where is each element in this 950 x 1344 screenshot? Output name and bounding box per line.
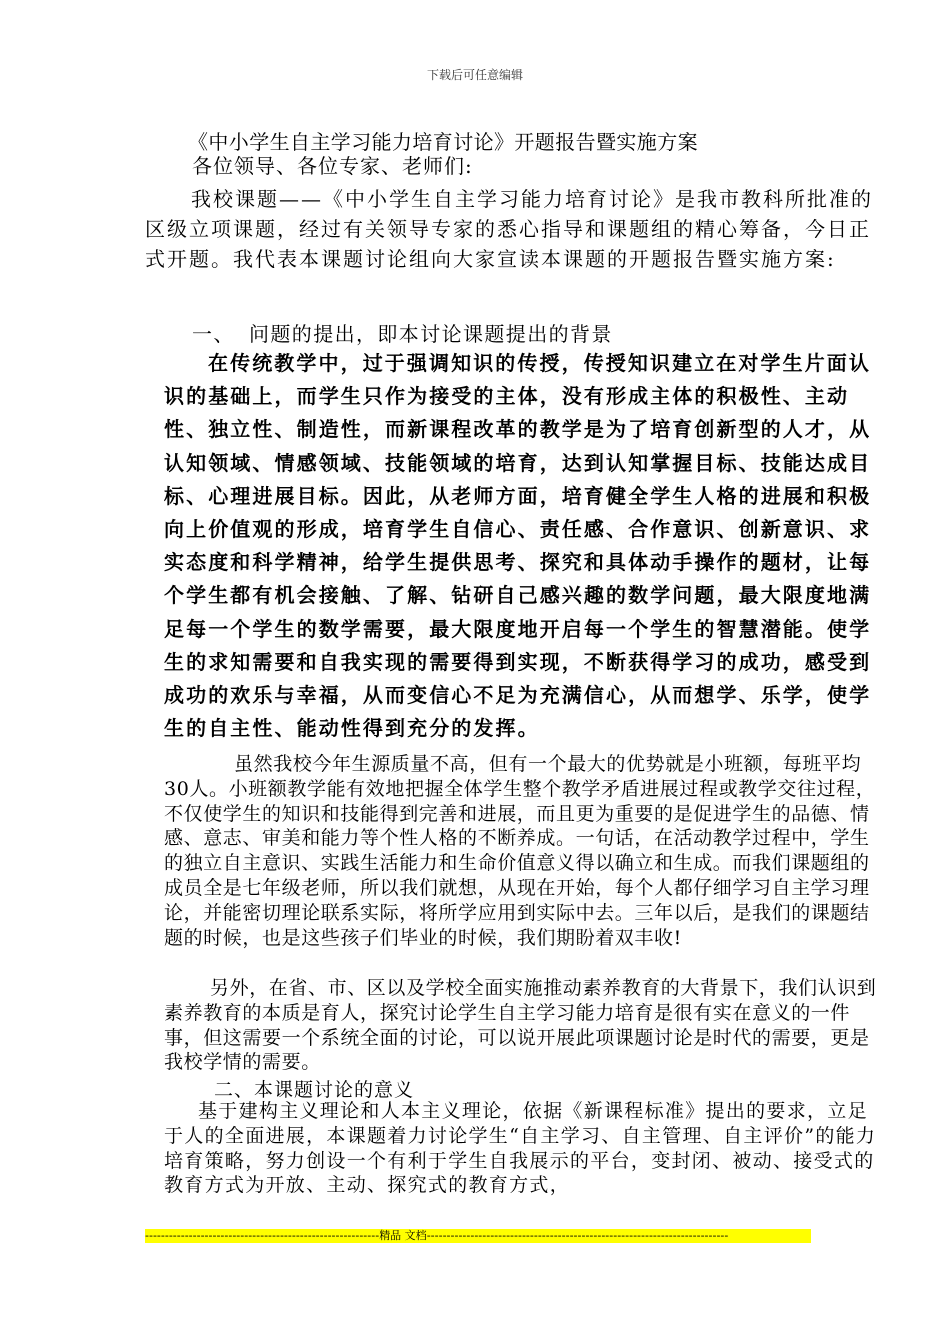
intro-paragraph: 我校课题——《中小学生自主学习能力培育讨论》是我市教科所批准的区级立项课题，经过有关领导专家的悉心指导和课题组的精心筹备，今日正式开题。我代表本课题讨论组向大家宣读本课题的开题报告暨实施方案: (145, 187, 873, 271)
school-advantage-paragraph: 虽然我校今年生源质量不高，但有一个最大的优势就是小班额，每班平均30人。小班额教学能有效地把握全体学生整个教学矛盾进展过程或教学交往过程，不仅使学生的知识和技能得到完善和进展，而且更为重要的是促进学生的品德、情感、意志、审美和能力等个性人格的不断养成。一句话，在活动教学过程中，学生的独立自主意识、实践生活能力和生命价值意义得以确立和生成。而我们课题组的成员全是七年级老师，所以我们就想，从现在开始，每个人都仔细学习自主学习理论，并能密切理论联系实际，将所学应用到实际中去。三年以后，是我们的课题结题的时候，也是这些孩子们毕业的时候，我们期盼着双丰收! (164, 753, 876, 949)
footer-right-dashes: ---------------------------------------------------------------------------- (426, 1229, 729, 1242)
header-note: 下载后可任意编辑 (426, 68, 523, 82)
footer-bar (145, 1229, 811, 1243)
quality-education-paragraph: 另外，在省、市、区以及学校全面实施推动素养教育的大背景下，我们认识到素养教育的本质是育人，探究讨论学生自主学习能力培育是很有实在意义的一件事，但这需要一个系统全面的讨论，可以说开展此项课题讨论是时代的需要，更是我校学情的需要。 (164, 977, 877, 1074)
background-paragraph: 在传统教学中，过于强调知识的传授，传授知识建立在对学生片面认识的基础上，而学生只作为接受的主体，没有形成主体的积极性、主动性、独立性、制造性，而新课程改革的教学是为了培育创新型的人才，从认知领域、情感领域、技能领域的培育，达到认知掌握目标、技能达成目标、心理进展目标。因此，从老师方面，培育健全学生人格的进展和积极向上价值观的形成，培育学生自信心、责任感、合作意识、创新意识、求实态度和科学精神，给学生提供思考、探究和具体动手操作的题材，让每个学生都有机会接触、了解、钻研自己感兴趣的数学问题，最大限度地满足每一个学生的数学需要，最大限度地开启每一个学生的智慧潜能。使学生的求知需要和自我实现的需要得到实现，不断获得学习的成功，感受到成功的欢乐与幸福，从而变信心不足为充满信心，从而想学、乐学，使学生的自主性、能动性得到充分的发挥。 (164, 351, 872, 741)
section-1-title: 问题的提出，即本讨论课题提出的背景 (249, 322, 613, 346)
document-title: 《中小学生自主学习能力培育讨论》开题报告暨实施方案 (188, 130, 698, 154)
section-2-heading: 二、本课题讨论的意义 (214, 1079, 415, 1101)
footer-label: 精品 文档 (379, 1229, 427, 1242)
section-1-number: 一、 (192, 322, 235, 346)
significance-paragraph: 基于建构主义理论和人本主义理论，依据《新课程标准》提出的要求，立足于人的全面进展，本课题着力讨论学生“自主学习、自主管理、自主评价”的能力培育策略，努力创设一个有利于学生自我展示的平台，变封闭、被动、接受式的教育方式为开放、主动、探究式的教育方式， (164, 1100, 877, 1197)
greeting: 各位领导、各位专家、老师们: (192, 154, 473, 178)
footer-left-dashes: ----------------------------------------------------------- (145, 1229, 380, 1242)
section-1-heading (192, 318, 613, 347)
